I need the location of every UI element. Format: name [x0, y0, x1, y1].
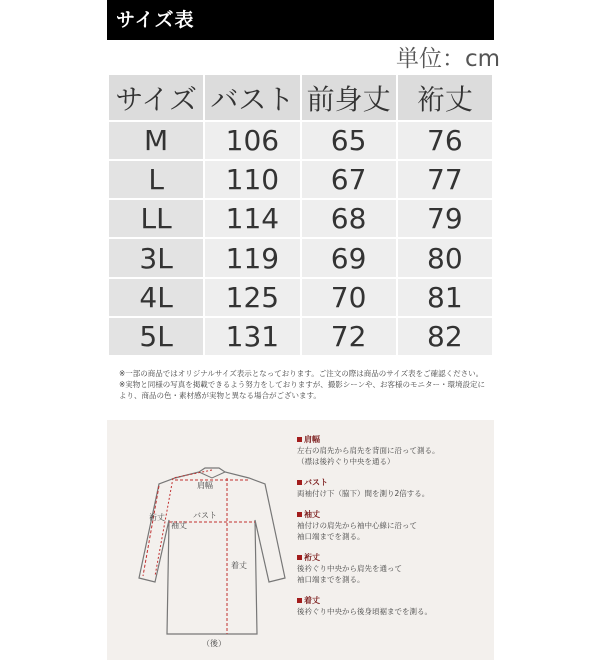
collar-line [199, 472, 225, 478]
front-length-cell: 69 [301, 238, 397, 277]
definition-line: 左右の肩先から肩先を背面に沿って測る。 [297, 446, 440, 455]
yuki-cell: 79 [397, 199, 493, 238]
bust-cell: 114 [204, 199, 300, 238]
note-line: ※一部の商品ではオリジナルサイズ表示となっております。ご注文の際は商品のサイズ表をご確認ください。 [119, 369, 484, 378]
definition-item [297, 509, 487, 542]
bullet-square-icon [297, 480, 302, 485]
front-length-cell: 70 [301, 278, 397, 317]
table-row [108, 160, 493, 199]
header-yuki-length: 裄丈 [397, 74, 493, 121]
size-cell: LL [108, 199, 204, 238]
sleeve-line [143, 486, 159, 576]
yuki-label: 裄丈 [149, 513, 165, 522]
table-row [108, 317, 493, 356]
definition-item [297, 595, 487, 617]
page-title: サイズ表 [107, 0, 494, 40]
definition-item [297, 477, 487, 499]
definition-title: 袖丈 [304, 510, 320, 519]
size-cell: L [108, 160, 204, 199]
note-line: より、商品の色・素材感が実物と異なる場合がございます。 [119, 391, 321, 400]
garment-diagram [137, 458, 287, 648]
yuki-cell: 82 [397, 317, 493, 356]
definition-line: 袖口端までを測る。 [297, 532, 365, 541]
table-row [108, 238, 493, 277]
bust-cell: 125 [204, 278, 300, 317]
front-length-cell: 72 [301, 317, 397, 356]
bust-cell: 106 [204, 121, 300, 160]
bust-label: バスト [193, 511, 217, 520]
bullet-square-icon [297, 437, 302, 442]
yuki-cell: 77 [397, 160, 493, 199]
definition-line: 後衿ぐり中央から後身頃裾までを測る。 [297, 607, 432, 616]
definition-line: 両袖付け下（脇下）間を測り2倍する。 [297, 489, 430, 498]
yuki-cell: 76 [397, 121, 493, 160]
bullet-square-icon [297, 555, 302, 560]
yuki-cell: 81 [397, 278, 493, 317]
back-label: （後） [202, 639, 226, 648]
header-front-length: 前身丈 [301, 74, 397, 121]
measurement-guide [107, 420, 494, 660]
unit-label: 単位：cm [395, 46, 500, 72]
definition-line: 袖口端までを測る。 [297, 575, 365, 584]
size-cell: 3L [108, 238, 204, 277]
definition-line: （襟は後衿ぐり中央を通る） [297, 457, 395, 466]
kitake-label: 着丈 [231, 561, 247, 570]
front-length-cell: 65 [301, 121, 397, 160]
header-size: サイズ [108, 74, 204, 121]
definition-line: 袖付けの肩先から袖中心線に沿って [297, 521, 417, 530]
bust-cell: 131 [204, 317, 300, 356]
definition-item [297, 434, 487, 467]
garment-outline [139, 468, 285, 634]
table-row [108, 278, 493, 317]
definition-title: 裄丈 [304, 553, 320, 562]
size-table [107, 73, 494, 357]
sode-label: 袖丈 [171, 521, 187, 530]
notes [119, 368, 489, 401]
definitions [297, 434, 487, 627]
bust-cell: 110 [204, 160, 300, 199]
bullet-square-icon [297, 598, 302, 603]
table-row [108, 121, 493, 160]
table-header-row [108, 74, 493, 121]
definition-line: 後衿ぐり中央から肩先を通って [297, 564, 402, 573]
size-cell: M [108, 121, 204, 160]
definition-title: 肩幅 [304, 435, 320, 444]
bust-cell: 119 [204, 238, 300, 277]
front-length-cell: 68 [301, 199, 397, 238]
note-line: ※実物と同様の写真を掲載できるよう努力をしておりますが、撮影シーンや、お客様のモニター・環境設定に [119, 380, 485, 389]
size-cell: 5L [108, 317, 204, 356]
kata-label: 肩幅 [197, 481, 213, 490]
definition-title: 着丈 [304, 596, 320, 605]
yuki-cell: 80 [397, 238, 493, 277]
front-length-cell: 67 [301, 160, 397, 199]
size-cell: 4L [108, 278, 204, 317]
table-row [108, 199, 493, 238]
bullet-square-icon [297, 512, 302, 517]
definition-title: バスト [304, 478, 328, 487]
header-bust: バスト [204, 74, 300, 121]
definition-item [297, 552, 487, 585]
